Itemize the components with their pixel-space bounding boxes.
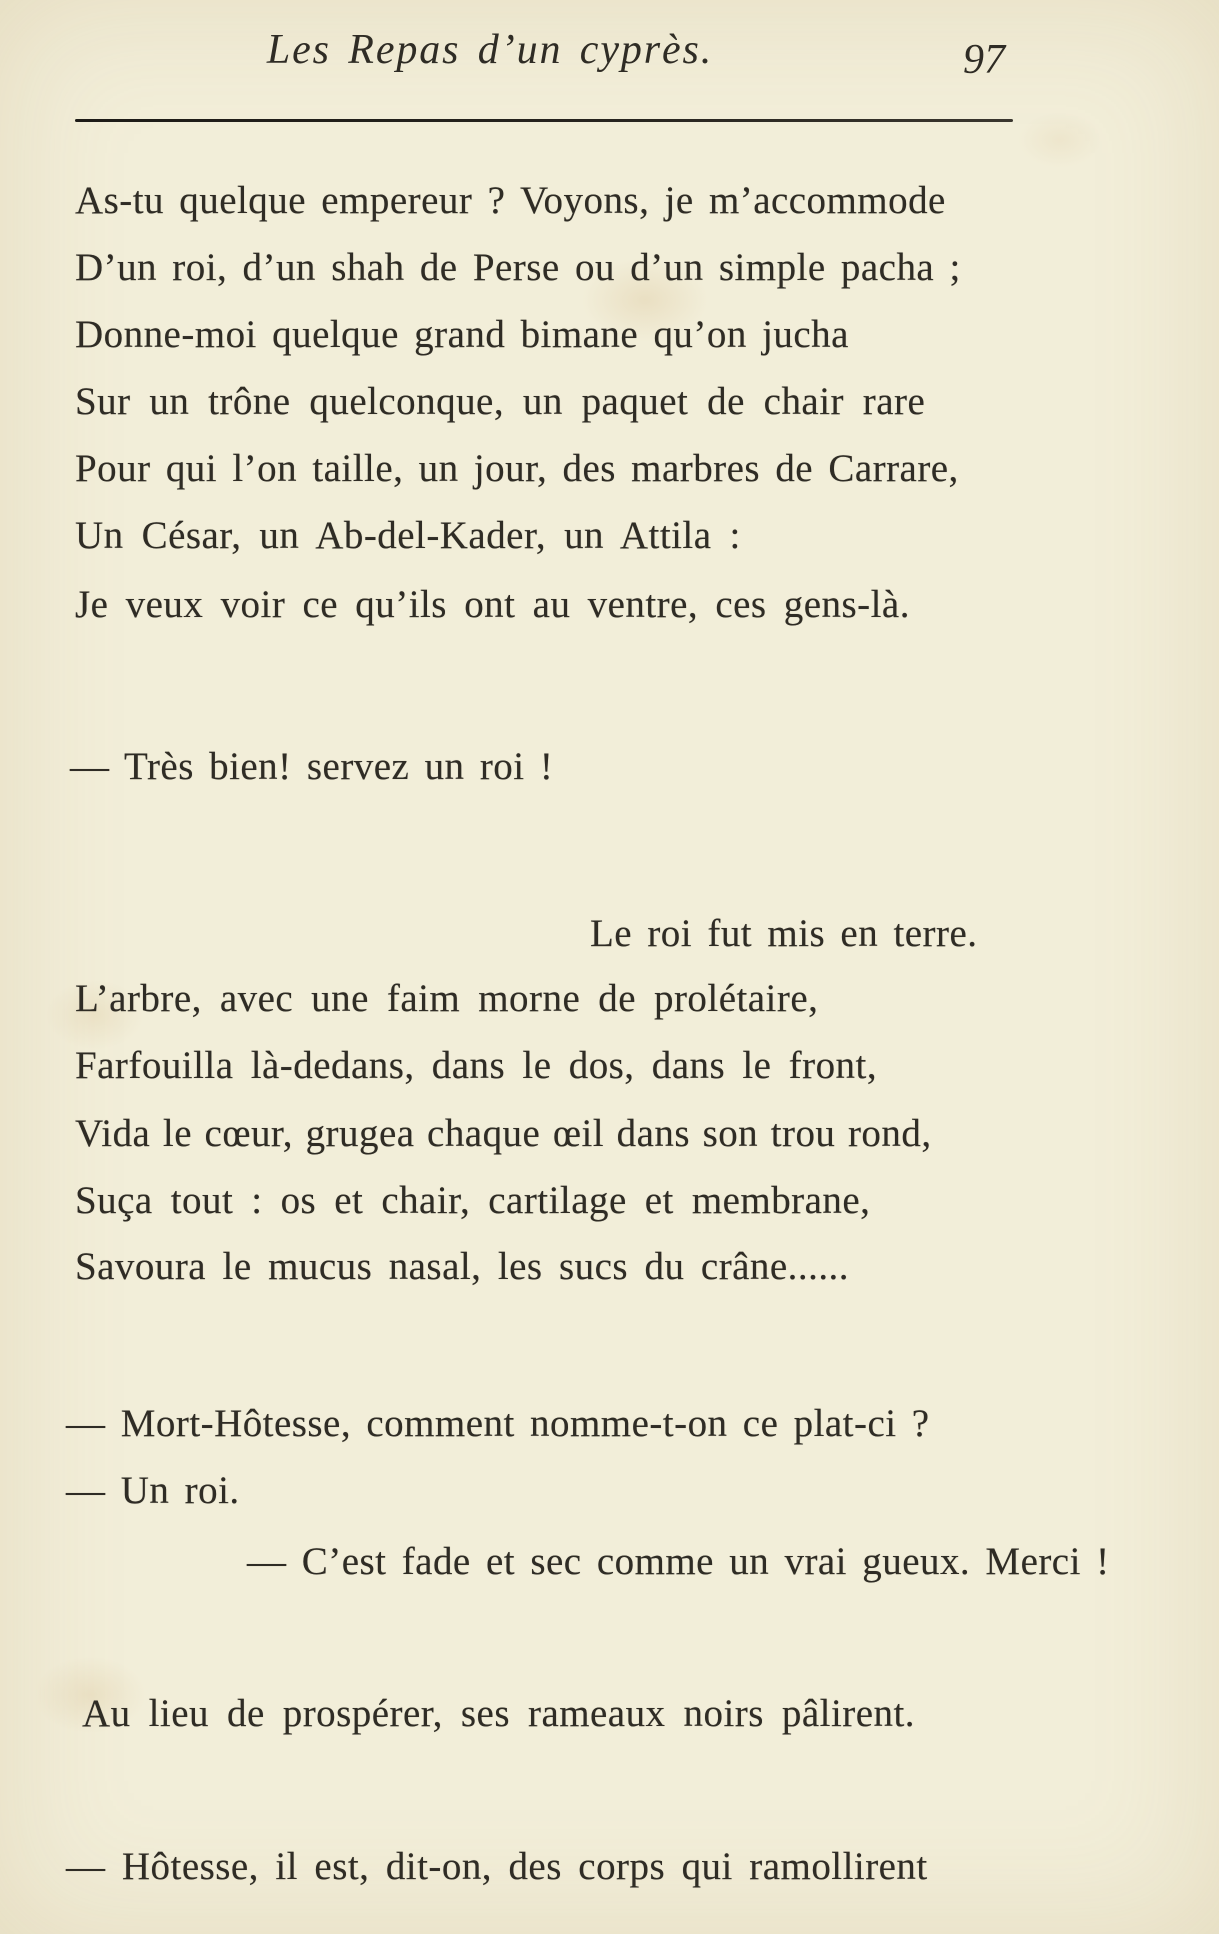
- poem-line: Sur un trône quelconque, un paquet de chair rare: [75, 380, 926, 423]
- poem-line: Donne-moi quelque grand bimane qu’on jucha: [75, 313, 849, 356]
- poem-line: Suça tout : os et chair, cartilage et membrane,: [75, 1179, 871, 1222]
- poem-line: Un César, un Ab-del-Kader, un Attila :: [75, 514, 741, 557]
- poem-line: As-tu quelque empereur ? Voyons, je m’accommode: [75, 179, 946, 222]
- poem-line-dialogue: — C’est fade et sec comme un vrai gueux. Merci !: [247, 1540, 1110, 1583]
- poem-line: L’arbre, avec une faim morne de prolétaire,: [75, 977, 819, 1020]
- header-rule: [75, 119, 1013, 122]
- poem-line-dialogue: — Très bien! servez un roi !: [70, 745, 554, 788]
- poem-line: D’un roi, d’un shah de Perse ou d’un simple pacha ;: [75, 246, 961, 289]
- poem-line-dialogue: — Hôtesse, il est, dit-on, des corps qui ramollirent: [66, 1845, 928, 1888]
- page-number: 97: [963, 37, 1005, 83]
- running-title: Les Repas d’un cyprès.: [266, 27, 714, 73]
- poem-line: Farfouilla là-dedans, dans le dos, dans le front,: [75, 1044, 878, 1087]
- poem-line-right-aligned: Le roi fut mis en terre.: [590, 912, 978, 955]
- poem-line: Pour qui l’on taille, un jour, des marbres de Carrare,: [75, 447, 959, 490]
- poem-line-dialogue: — Un roi.: [66, 1469, 240, 1512]
- poem-line: Je veux voir ce qu’ils ont au ventre, ces gens-là.: [75, 583, 910, 626]
- poem-line-dialogue: — Mort-Hôtesse, comment nomme-t-on ce plat-ci ?: [66, 1402, 930, 1445]
- poem-line: Au lieu de prospérer, ses rameaux noirs pâlirent.: [82, 1692, 915, 1735]
- poem-line: Savoura le mucus nasal, les sucs du crâne......: [75, 1245, 849, 1288]
- poem-line: Vida le cœur, grugea chaque œil dans son trou rond,: [75, 1112, 932, 1155]
